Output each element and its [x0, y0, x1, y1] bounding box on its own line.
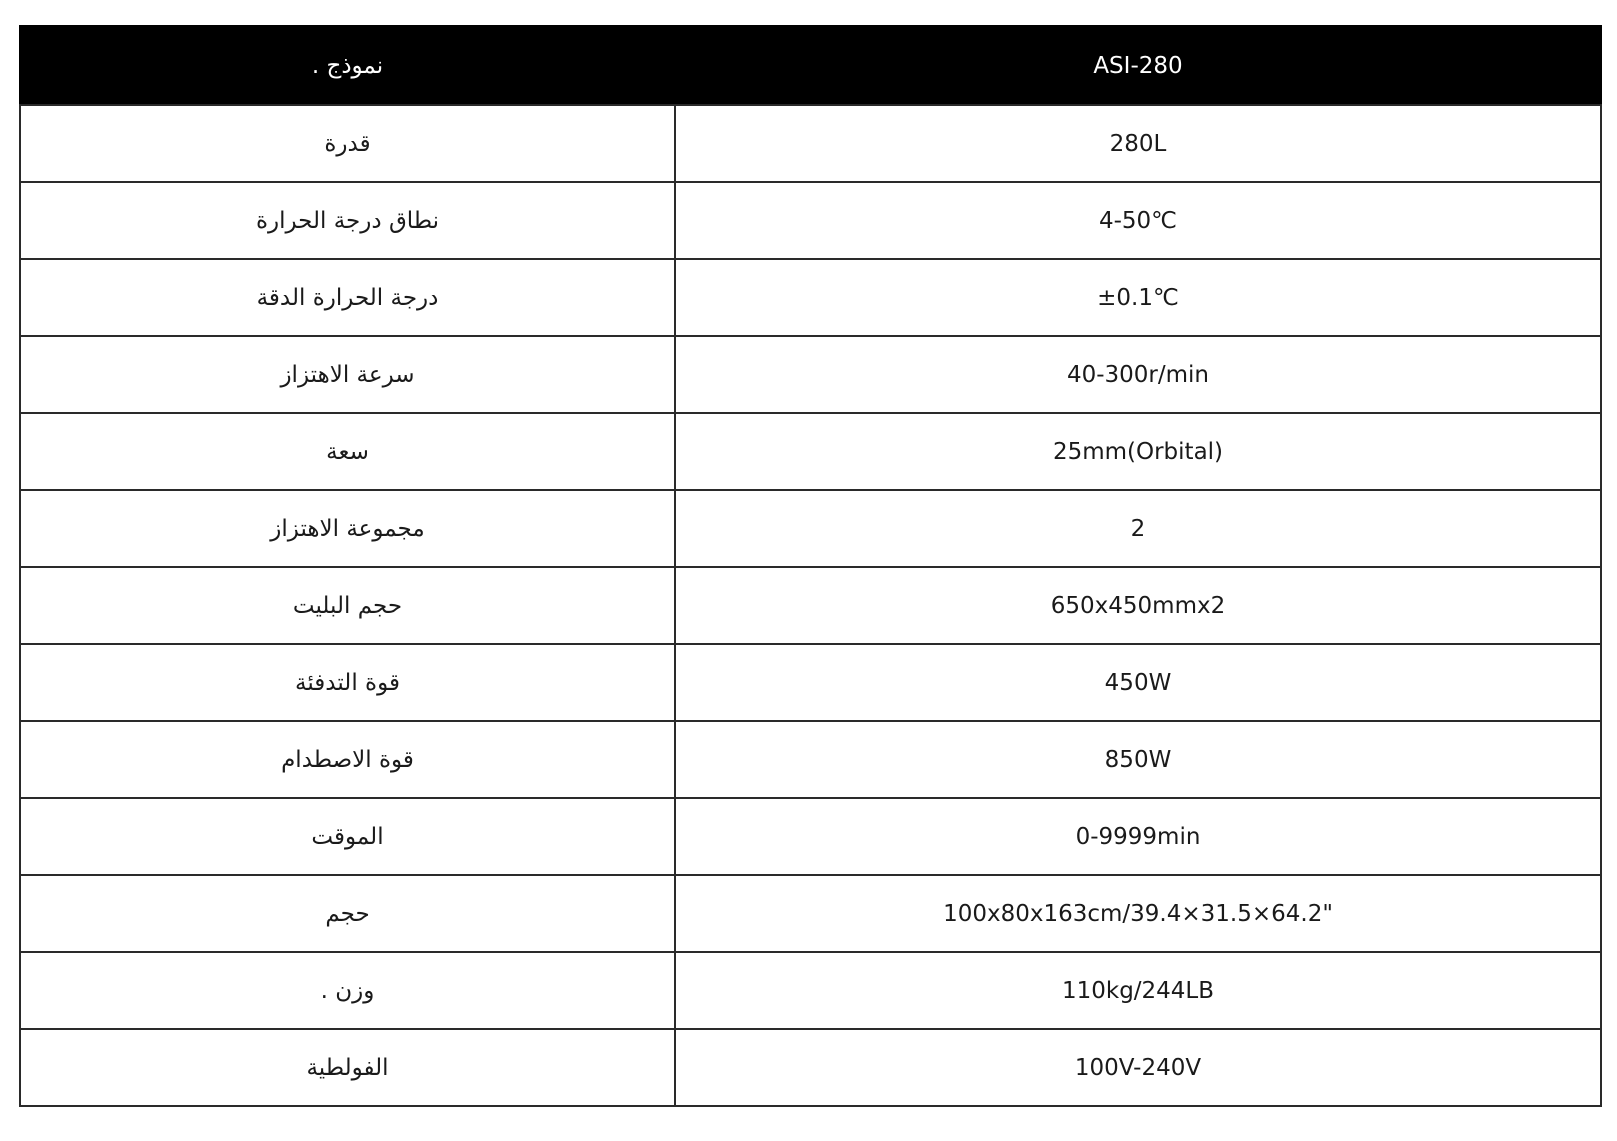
spec-table — [19, 25, 1602, 1107]
row-value: ±0.1℃ — [675, 259, 1601, 336]
row-value: 100x80x163cm/39.4×31.5×64.2" — [675, 875, 1601, 952]
row-label: نطاق درجة الحرارة — [20, 182, 675, 259]
table-row — [20, 721, 1601, 798]
row-value: 4-50℃ — [675, 182, 1601, 259]
table-row — [20, 952, 1601, 1029]
table-row — [20, 259, 1601, 336]
row-value: 450W — [675, 644, 1601, 721]
spec-table-body — [20, 105, 1601, 1106]
row-value: 280L — [675, 105, 1601, 182]
row-label: سعة — [20, 413, 675, 490]
row-value: 0-9999min — [675, 798, 1601, 875]
row-value: 650x450mmx2 — [675, 567, 1601, 644]
row-label: الموقت — [20, 798, 675, 875]
header-model-value: ASI-280 — [675, 26, 1601, 105]
header-label: نموذج . — [20, 26, 675, 105]
table-row — [20, 105, 1601, 182]
row-value: 850W — [675, 721, 1601, 798]
spec-table-header — [20, 26, 1601, 105]
table-row — [20, 567, 1601, 644]
table-row — [20, 644, 1601, 721]
row-label: الفولطية — [20, 1029, 675, 1106]
row-label: حجم البليت — [20, 567, 675, 644]
table-row — [20, 336, 1601, 413]
row-label: درجة الحرارة الدقة — [20, 259, 675, 336]
row-label: مجموعة الاهتزاز — [20, 490, 675, 567]
row-value: 25mm(Orbital) — [675, 413, 1601, 490]
row-label: قوة الاصطدام — [20, 721, 675, 798]
table-row — [20, 490, 1601, 567]
row-label: قوة التدفئة — [20, 644, 675, 721]
table-row — [20, 1029, 1601, 1106]
row-label: سرعة الاهتزاز — [20, 336, 675, 413]
table-row — [20, 875, 1601, 952]
table-row — [20, 798, 1601, 875]
row-value: 40-300r/min — [675, 336, 1601, 413]
row-value: 2 — [675, 490, 1601, 567]
row-label: قدرة — [20, 105, 675, 182]
row-value: 100V-240V — [675, 1029, 1601, 1106]
header-row — [20, 26, 1601, 105]
table-row — [20, 182, 1601, 259]
row-label: حجم — [20, 875, 675, 952]
row-label: وزن . — [20, 952, 675, 1029]
row-value: 110kg/244LB — [675, 952, 1601, 1029]
table-row — [20, 413, 1601, 490]
